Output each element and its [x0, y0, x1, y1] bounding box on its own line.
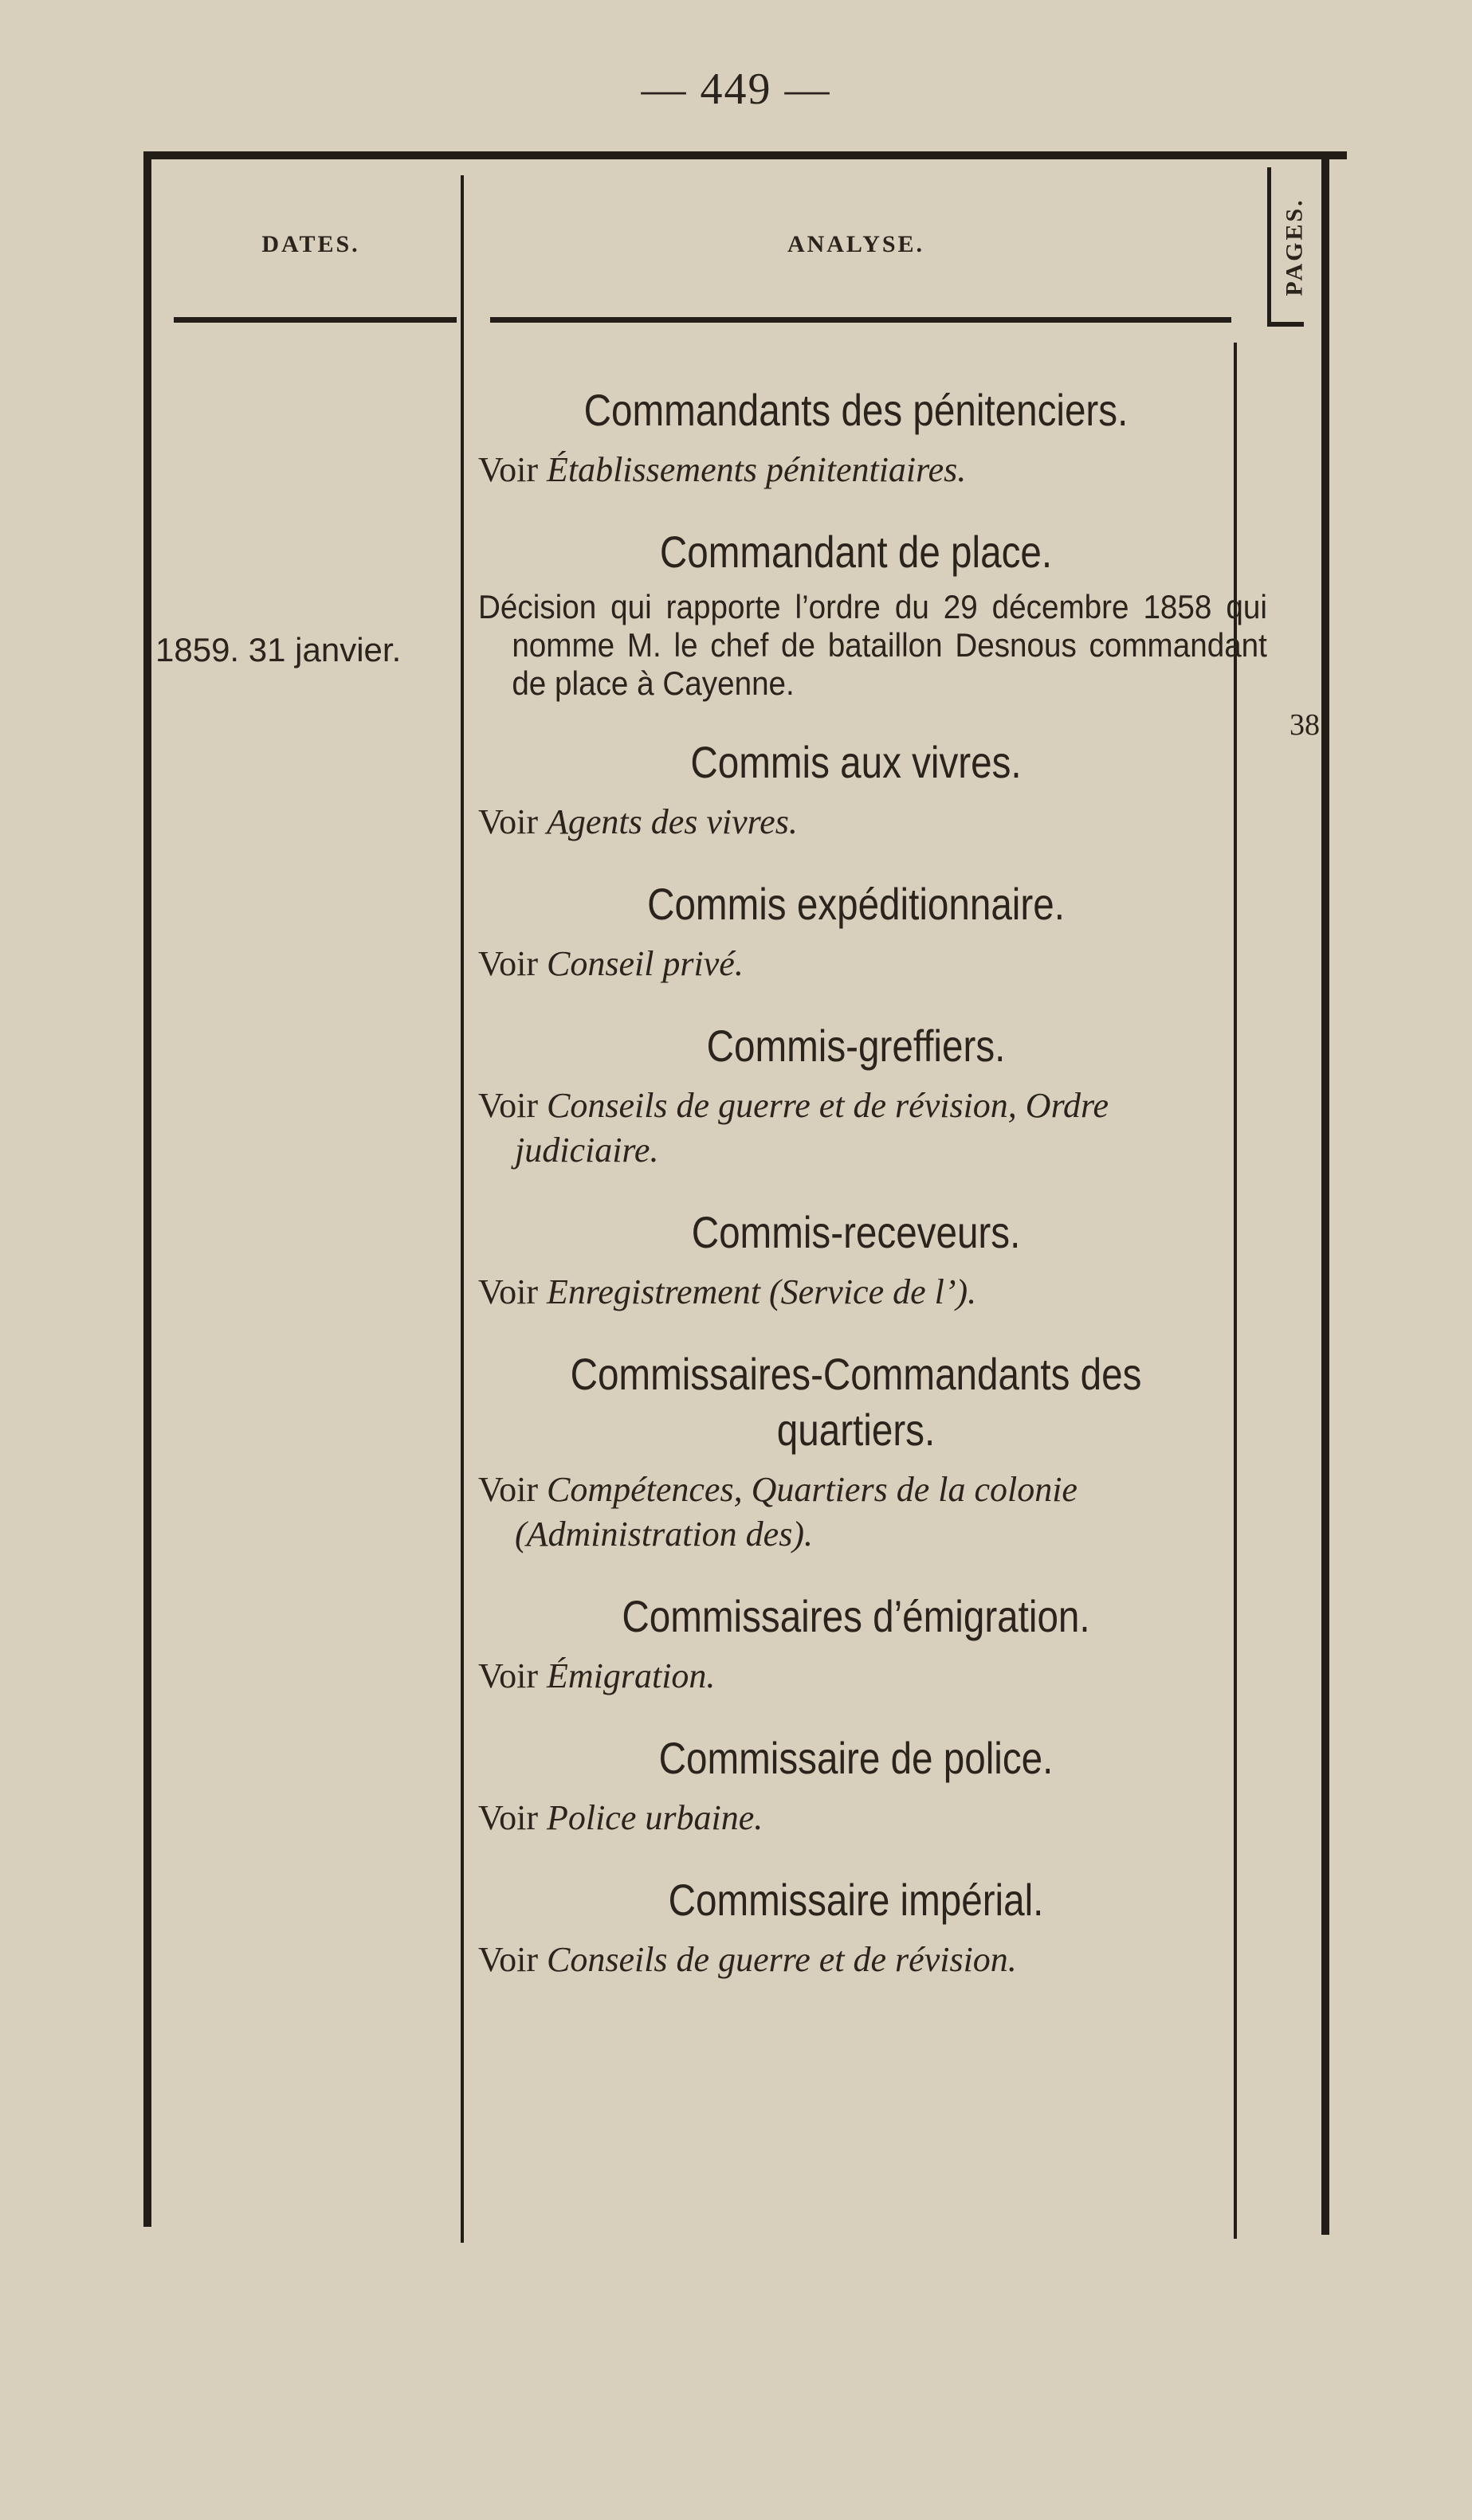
entry-title: Commandant de place.	[659, 527, 1053, 577]
ref-prefix: Voir	[478, 1940, 538, 1979]
dates-header: DATES.	[261, 231, 360, 257]
entry-reference	[478, 448, 1234, 492]
entry-reference	[478, 1468, 1234, 1557]
entry-reference	[478, 1654, 1234, 1699]
entry	[478, 735, 1234, 845]
entry-reference	[478, 800, 1234, 845]
entry-title: Commissaire de police.	[658, 1733, 1054, 1783]
ref-prefix: Voir	[478, 1656, 538, 1695]
entry	[478, 1018, 1234, 1173]
entry-reference	[478, 1938, 1234, 1982]
ref-target: Police urbaine.	[546, 1798, 763, 1837]
analyse-header-rule	[490, 317, 1231, 323]
table-right-rule	[1321, 151, 1329, 2235]
pages-header-label: PAGES.	[1282, 198, 1309, 296]
entry-reference	[478, 942, 1234, 986]
pages-header	[1271, 167, 1319, 327]
entry	[478, 1346, 1234, 1557]
entry-title: Commandants des pénitenciers.	[583, 385, 1129, 435]
dates-column-divider	[461, 175, 464, 2243]
ref-prefix: Voir	[478, 450, 538, 489]
entry-reference	[478, 1796, 1234, 1840]
page-number: — 449 —	[641, 65, 831, 114]
table-left-rule	[143, 151, 151, 2227]
ref-target: Conseil privé.	[546, 944, 744, 983]
analyse-header: ANALYSE.	[787, 231, 925, 257]
ref-prefix: Voir	[478, 802, 538, 841]
analysis-column	[478, 382, 1267, 2014]
dates-header-rule	[174, 317, 457, 323]
date-cell: 1859. 31 janvier.	[155, 631, 402, 668]
ref-target: Établissements pénitentiaires.	[546, 450, 967, 489]
entry-title: Commis-receveurs.	[691, 1207, 1021, 1257]
entry-reference	[478, 1084, 1234, 1173]
entry-title: Commis aux vivres.	[690, 737, 1022, 787]
ref-prefix: Voir	[478, 944, 538, 983]
entry	[478, 876, 1234, 986]
ref-target: Émigration.	[546, 1656, 716, 1695]
entry-title: Commissaire impérial.	[668, 1875, 1044, 1925]
table-top-rule	[147, 151, 1347, 159]
entry	[478, 1730, 1234, 1840]
entry	[478, 382, 1234, 492]
entry-title: Commissaires d’émigration.	[622, 1591, 1090, 1641]
decision-text: Décision qui rapporte l’ordre du 29 décembre 1858 qui nomme M. le chef de bataillon Desnous commandant de place à Cayenne.	[478, 588, 1267, 702]
entry-title: Commis-greffiers.	[706, 1021, 1006, 1071]
page-cell: 38	[1289, 708, 1320, 742]
entry	[478, 1205, 1234, 1315]
entry-title: Commis expéditionnaire.	[647, 879, 1065, 929]
ref-prefix: Voir	[478, 1470, 538, 1509]
ref-target: Conseils de guerre et de révision, Ordre judiciaire.	[515, 1086, 1109, 1170]
entry	[478, 1589, 1234, 1699]
entry	[478, 524, 1267, 703]
ref-target: Compétences, Quartiers de la colonie (Administration des).	[515, 1470, 1078, 1554]
entry	[478, 1872, 1234, 1982]
ref-target: Conseils de guerre et de révision.	[546, 1940, 1017, 1979]
ref-prefix: Voir	[478, 1798, 538, 1837]
entry-reference	[478, 1270, 1234, 1315]
ref-target: Enregistrement (Service de l’).	[546, 1272, 977, 1311]
entry-title: Commissaires-Commandants des quartiers.	[570, 1349, 1142, 1455]
ref-target: Agents des vivres.	[546, 802, 798, 841]
ref-prefix: Voir	[478, 1272, 538, 1311]
ref-prefix: Voir	[478, 1086, 538, 1125]
